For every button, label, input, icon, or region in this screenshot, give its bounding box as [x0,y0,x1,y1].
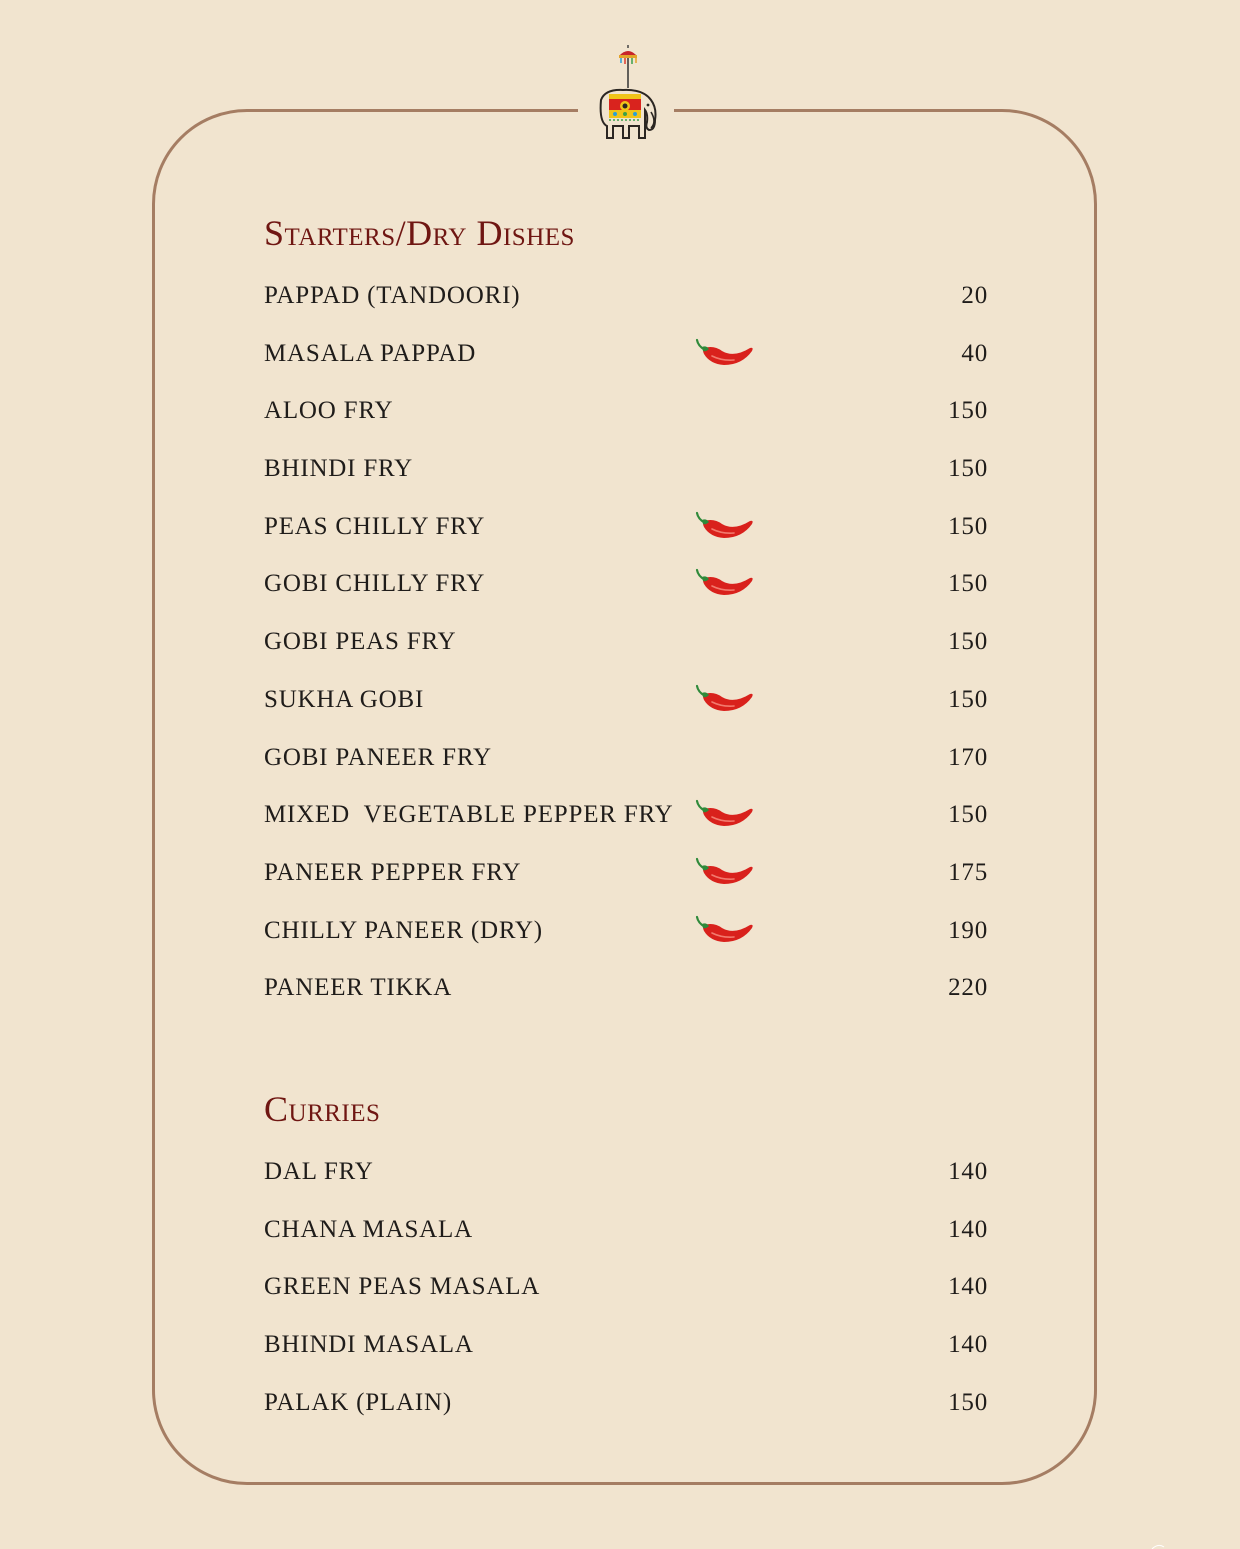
item-name: BHINDI MASALA [264,1331,474,1359]
item-name: ALOO FRY [264,397,394,425]
menu-item [264,513,988,571]
item-name: GREEN PEAS MASALA [264,1273,541,1301]
item-price: 150 [948,397,988,425]
item-price: 140 [948,1158,988,1185]
item-price: 175 [948,858,988,886]
item-name: PAPPAD (TANDOORI) [264,282,521,309]
item-price: 140 [948,1273,988,1301]
menu-item [264,859,988,917]
item-name: PALAK (PLAIN) [264,1388,452,1416]
item-name: DAL FRY [264,1158,374,1185]
menu-item [264,744,988,802]
item-name: MIXED VEGETABLE PEPPER FRY [264,801,674,829]
menu-item [264,801,988,859]
section-title-curries: Curries [264,1089,381,1129]
item-price: 150 [948,801,988,829]
item-price: 20 [961,282,988,309]
menu-item [264,686,988,744]
menu-item [264,570,988,628]
item-name: SUKHA GOBI [264,685,425,713]
menu-item [264,1158,988,1216]
menu-item [264,282,988,340]
curries-list [264,1158,988,1446]
item-name: PANEER PEPPER FRY [264,858,522,886]
menu-item [264,1216,988,1274]
item-price: 170 [948,743,988,771]
item-name: GOBI PANEER FRY [264,743,492,771]
item-price: 150 [948,1388,988,1416]
menu-item [264,974,988,1032]
item-name: CHANA MASALA [264,1215,473,1243]
item-price: 220 [948,974,988,1002]
item-name: MASALA PAPPAD [264,339,477,367]
item-price: 150 [948,455,988,483]
chili-pepper-icon [694,799,756,829]
chili-pepper-icon [694,338,756,368]
item-price: 40 [961,339,988,367]
item-price: 150 [948,628,988,656]
menu-item [264,340,988,398]
section-title-starters: Starters/Dry Dishes [264,213,575,253]
starters-list [264,282,988,1032]
menu-item [264,1273,988,1331]
menu-item [264,917,988,975]
item-name: GOBI PEAS FRY [264,628,457,656]
item-price: 150 [948,512,988,540]
item-price: 150 [948,570,988,598]
item-name: PANEER TIKKA [264,974,453,1002]
item-price: 140 [948,1331,988,1359]
chili-pepper-icon [694,684,756,714]
menu-item [264,1389,988,1447]
item-name: CHILLY PANEER (DRY) [264,916,543,944]
chili-pepper-icon [694,915,756,945]
chili-pepper-icon [694,511,756,541]
menu-item [264,455,988,513]
chili-pepper-icon [694,568,756,598]
item-price: 140 [948,1215,988,1243]
corner-mark [1150,1543,1170,1549]
item-name: PEAS CHILLY FRY [264,512,486,540]
chili-pepper-icon [694,857,756,887]
item-price: 190 [948,916,988,944]
menu-item [264,1331,988,1389]
elephant-with-umbrella-icon [585,42,669,144]
menu-item [264,628,988,686]
menu-item [264,397,988,455]
item-name: BHINDI FRY [264,455,413,483]
item-price: 150 [948,685,988,713]
item-name: GOBI CHILLY FRY [264,570,486,598]
